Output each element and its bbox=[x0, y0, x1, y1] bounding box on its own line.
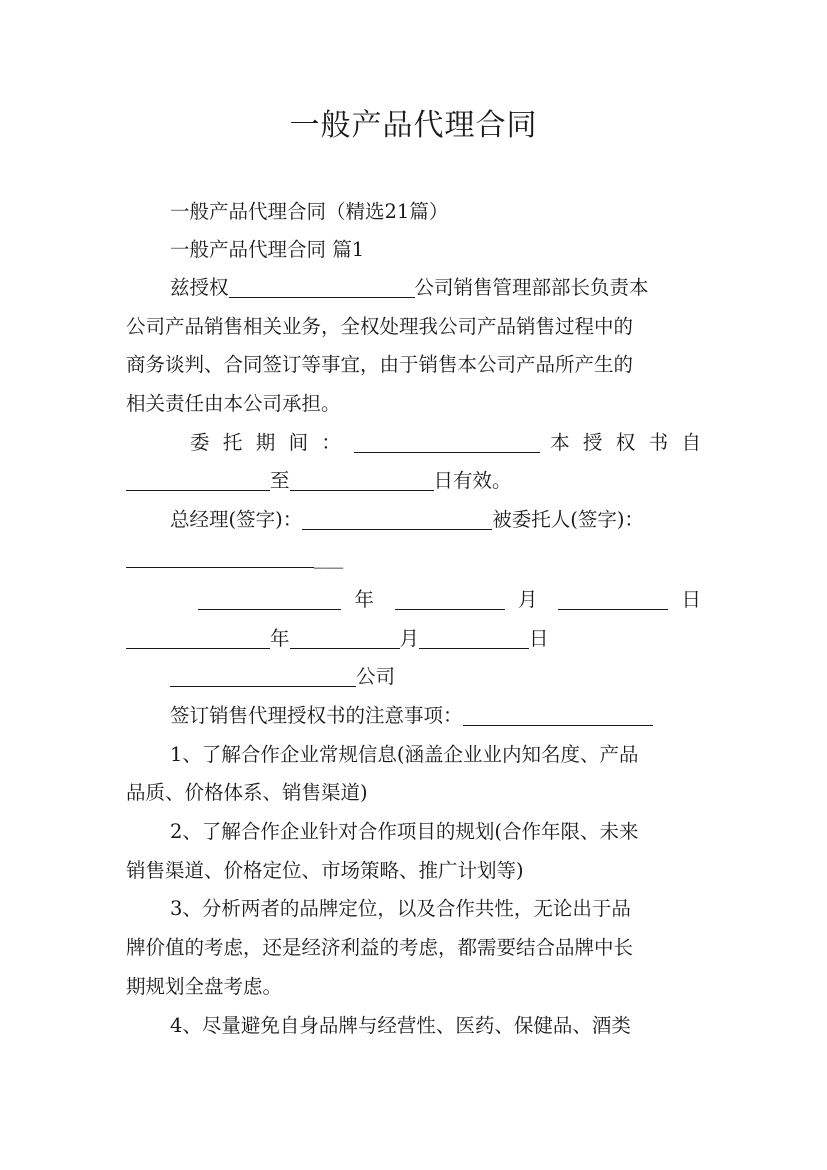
authorization-line-2: 公司产品销售相关业务，全权处理我公司产品销售过程中的 bbox=[126, 315, 634, 338]
date-line-1 bbox=[198, 582, 701, 618]
text-run: 年 bbox=[270, 627, 290, 650]
note-2-line-2: 销售渠道、价格定位、市场策略、推广计划等) bbox=[126, 859, 524, 882]
note-3-line-1: 3、分析两者的品牌定位，以及合作共性，无论出于品 bbox=[170, 897, 631, 920]
blank-field bbox=[395, 587, 505, 610]
trustee-signature-label: 被委托人(签字)： bbox=[492, 508, 644, 531]
blank-field bbox=[290, 626, 400, 649]
signature-line-2 bbox=[126, 540, 701, 576]
note-3-line-2: 牌价值的考虑，还是经济利益的考虑，都需要结合品牌中长 bbox=[126, 936, 634, 959]
document-title: 一般产品代理合同 bbox=[289, 108, 538, 143]
note-1-line-2: 品质、价格体系、销售渠道) bbox=[126, 781, 368, 804]
subtitle: 一般产品代理合同（精选21篇） bbox=[170, 200, 449, 223]
signature-line-1 bbox=[170, 502, 701, 538]
blank-field bbox=[354, 430, 540, 453]
manager-signature-label: 总经理(签字)： bbox=[170, 508, 303, 531]
text-run: 月 bbox=[399, 627, 420, 650]
text-run: 公司销售管理部部长负责本 bbox=[414, 276, 649, 299]
blank-field bbox=[126, 545, 314, 568]
company-line bbox=[170, 659, 701, 695]
text-run: 年 bbox=[354, 588, 382, 611]
chapter-heading: 一般产品代理合同 篇1 bbox=[170, 238, 365, 261]
text-run: 兹授权 bbox=[170, 276, 229, 299]
date-line-2 bbox=[126, 621, 701, 657]
authorization-line-1 bbox=[170, 270, 701, 306]
text-run: ___ bbox=[314, 546, 344, 569]
blank-field bbox=[302, 507, 492, 530]
notes-title bbox=[170, 698, 701, 734]
note-4-line-1: 4、尽量避免自身品牌与经营性、医药、保健品、酒类 bbox=[170, 1014, 631, 1037]
authorization-line-3: 商务谈判、合同签订等事宜，由于销售本公司产品所产生的 bbox=[126, 353, 634, 376]
note-1-line-1: 1、了解合作企业常规信息(涵盖企业业内知名度、产品 bbox=[170, 743, 639, 766]
blank-field bbox=[463, 703, 653, 726]
blank-field bbox=[419, 626, 529, 649]
blank-field bbox=[126, 468, 270, 491]
text-run: 日 bbox=[529, 627, 549, 650]
period-line-2 bbox=[126, 463, 701, 499]
blank-field bbox=[558, 587, 668, 610]
note-3-line-3: 期规划全盘考虑。 bbox=[126, 975, 283, 998]
note-2-line-1: 2、了解合作企业针对合作项目的规划(合作年限、未来 bbox=[170, 820, 639, 843]
blank-field bbox=[198, 587, 341, 610]
text-run: 至 bbox=[270, 469, 290, 492]
blank-field bbox=[170, 664, 356, 687]
text-run: 日有效。 bbox=[433, 469, 512, 492]
text-run: 月 bbox=[517, 588, 545, 611]
text-run: 日 bbox=[681, 588, 701, 611]
period-line-1 bbox=[190, 425, 701, 461]
text-run: 签订销售代理授权书的注意事项： bbox=[170, 704, 463, 727]
period-label: 委 托 期 间 ： bbox=[190, 431, 345, 454]
authorization-line-4: 相关责任由本公司承担。 bbox=[126, 392, 341, 415]
text-run: 公司 bbox=[356, 665, 396, 688]
blank-field bbox=[126, 626, 270, 649]
period-tail: 本 授 权 书 自 bbox=[550, 431, 702, 454]
blank-field bbox=[229, 275, 415, 298]
blank-field bbox=[290, 468, 434, 491]
